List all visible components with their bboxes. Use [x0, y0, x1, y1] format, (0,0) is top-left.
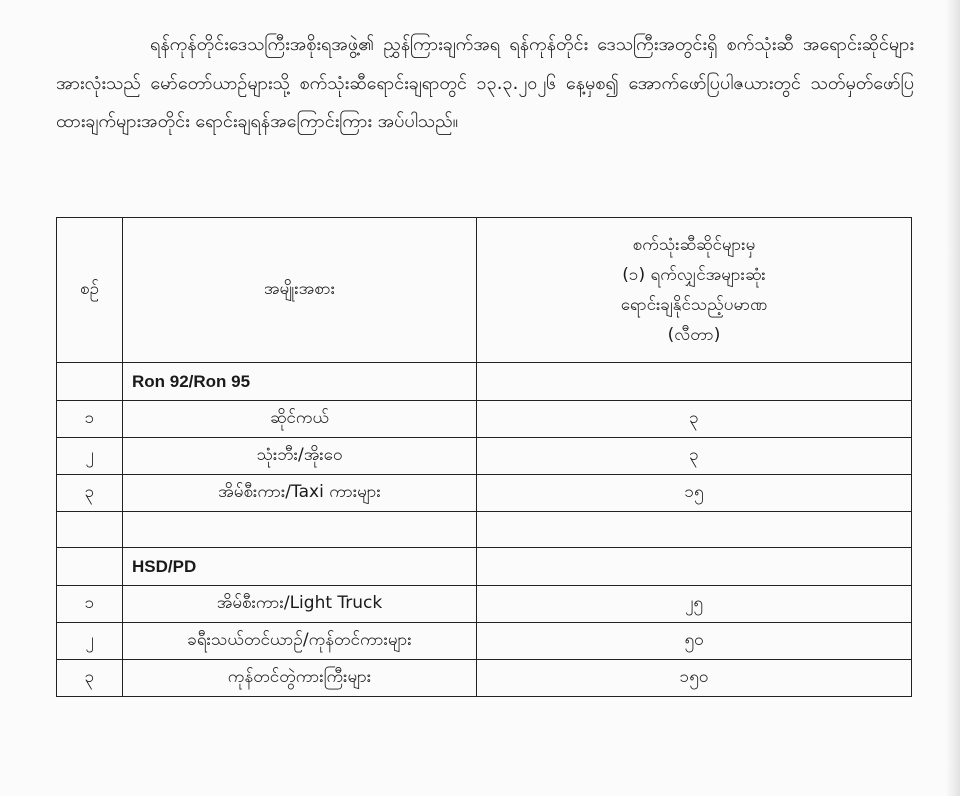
blank-cell	[123, 512, 477, 548]
row-no: ၁	[57, 401, 123, 438]
header-limit-line: (၁) ရက်လျှင်အများဆုံး	[622, 265, 766, 285]
page-edge-shadow	[946, 0, 960, 796]
table-row	[57, 660, 912, 697]
row-limit: ၂၅	[477, 586, 912, 623]
section-no-cell	[57, 548, 123, 586]
row-limit: ၁၅	[477, 475, 912, 512]
table-row	[57, 401, 912, 438]
row-no: ၃	[57, 660, 123, 697]
table-row	[57, 586, 912, 623]
table-row	[57, 438, 912, 475]
row-limit: ၃	[477, 401, 912, 438]
section-row-gasoline	[57, 363, 912, 401]
row-limit: ၁၅၀	[477, 660, 912, 697]
row-type: ကုန်တင်တွဲကားကြီးများ	[123, 660, 477, 697]
table-header-row	[57, 218, 912, 363]
blank-cell	[477, 512, 912, 548]
row-type: သုံးဘီး/အိုးဝေ	[123, 438, 477, 475]
blank-cell	[57, 512, 123, 548]
header-limit-line: ရောင်းချနိုင်သည့်ပမာဏ	[620, 295, 768, 315]
section-row-diesel	[57, 548, 912, 586]
table-row	[57, 475, 912, 512]
row-no: ၃	[57, 475, 123, 512]
blank-row	[57, 512, 912, 548]
row-limit: ၅၀	[477, 623, 912, 660]
row-type: အိမ်စီးကား/Light Truck	[123, 586, 477, 623]
row-no: ၂	[57, 438, 123, 475]
header-daily-limit	[477, 218, 912, 363]
row-type: အိမ်စီးကား/Taxi ကားများ	[123, 475, 477, 512]
row-no: ၂	[57, 623, 123, 660]
row-limit: ၃	[477, 438, 912, 475]
header-vehicle-type: အမျိုးအစား	[123, 218, 477, 363]
section-limit-cell	[477, 548, 912, 586]
table-row	[57, 623, 912, 660]
header-limit-line: စက်သုံးဆီဆိုင်များမှ	[632, 235, 756, 255]
header-serial-no: စဉ်	[57, 218, 123, 363]
section-limit-cell	[477, 363, 912, 401]
row-no: ၁	[57, 586, 123, 623]
section-no-cell	[57, 363, 123, 401]
section-label: HSD/PD	[123, 548, 477, 586]
header-limit-line: (လီတာ)	[667, 325, 721, 345]
intro-paragraph: ရန်ကုန်တိုင်းဒေသကြီးအစိုးရအဖွဲ့၏ ညွှန်ကြားချက်အရ ရန်ကုန်တိုင်း ဒေသကြီးအတွင်းရှိ စက်သုံးဆီ အရောင်းဆိုင်များအားလုံးသည် မော်တော်ယာဉ်များသို့ စက်သုံးဆီရောင်းချရာတွင် ၁၃.၃.၂၀၂၆ နေ့မှစ၍ အောက်ဖော်ပြပါဇယားတွင် သတ်မှတ်ဖော်ပြထားချက်များအတိုင်း ရောင်းချရန်အကြောင်းကြား အပ်ပါသည်။	[56, 34, 914, 132]
row-type: ခရီးသယ်တင်ယာဉ်/ကုန်တင်ကားများ	[123, 623, 477, 660]
row-type: ဆိုင်ကယ်	[123, 401, 477, 438]
fuel-limit-table	[56, 217, 912, 697]
section-label: Ron 92/Ron 95	[123, 363, 477, 401]
